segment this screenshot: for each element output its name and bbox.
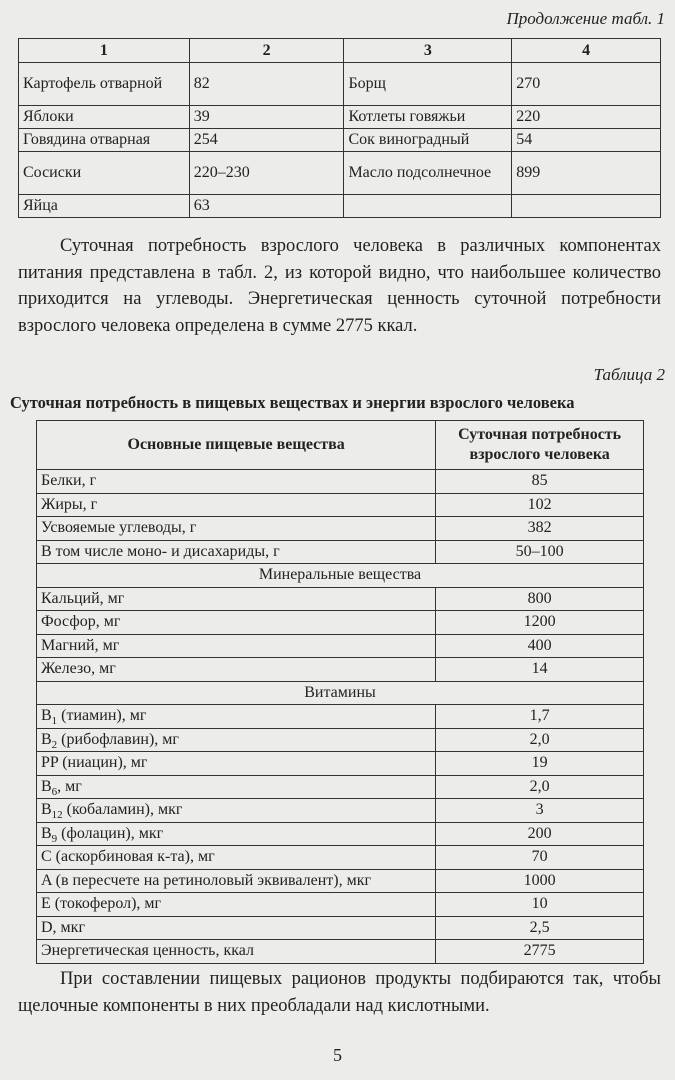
table-row: [37, 470, 644, 494]
page-number: 5: [333, 1045, 342, 1065]
product-cell: Говядина отварная: [19, 129, 190, 152]
section-heading: Витамины: [37, 681, 644, 705]
nutrient-value: 1,7: [436, 705, 644, 729]
table-row: [37, 775, 644, 799]
nutrient-value: 70: [436, 846, 644, 870]
column-header-substance: Основные пищевые вещества: [37, 421, 436, 470]
nutrient-name: $B_6$, мг: [37, 775, 436, 799]
nutrient-name: В том числе моно- и дисахариды, г: [37, 540, 436, 564]
table-title: Суточная потребность в пищевых веществах и энергии взрослого человека: [10, 393, 575, 412]
product-cell: Масло подсолнечное: [344, 152, 512, 195]
nutrient-value: 10: [436, 893, 644, 917]
value-cell: [512, 195, 661, 218]
nutrient-name: $B_9$ (фолацин), мкг: [37, 822, 436, 846]
table-2-nutrients: [36, 420, 644, 964]
column-header: 2: [189, 39, 344, 63]
value-cell: 63: [189, 195, 344, 218]
nutrient-name: Магний, мг: [37, 634, 436, 658]
value-cell: 39: [189, 106, 344, 129]
nutrient-name: Белки, г: [37, 470, 436, 494]
value-cell: 54: [512, 129, 661, 152]
product-cell: Яблоки: [19, 106, 190, 129]
body-paragraph: Суточная потребность взрослого человека в различных компонентах питания представлена в табл. 2, из которой видно, что наибольшее количество приходится на углеводы. Энергетическая ценность суточной потребности взрослого человека определена в сумме 2775 ккал.: [18, 236, 661, 336]
table-row: [37, 846, 644, 870]
column-header-need: Суточная потребность взрослого человека: [436, 421, 644, 470]
table-row: [19, 63, 661, 106]
nutrient-value: 200: [436, 822, 644, 846]
nutrient-value: 102: [436, 493, 644, 517]
product-cell: Картофель отварной: [19, 63, 190, 106]
nutrient-name: E (токоферол), мг: [37, 893, 436, 917]
nutrient-name: Усвояемые углеводы, г: [37, 517, 436, 541]
nutrient-name: D, мкг: [37, 916, 436, 940]
nutrient-name: Железо, мг: [37, 658, 436, 682]
nutrient-value: 400: [436, 634, 644, 658]
table-row: [37, 611, 644, 635]
table-row: [37, 634, 644, 658]
product-cell: Сосиски: [19, 152, 190, 195]
product-cell: Борщ: [344, 63, 512, 106]
product-cell: [344, 195, 512, 218]
value-cell: 82: [189, 63, 344, 106]
table-1-continuation: [18, 38, 661, 218]
table-row: [37, 893, 644, 917]
table-row: [37, 540, 644, 564]
nutrient-name: $B_{12}$ (кобаламин), мкг: [37, 799, 436, 823]
product-cell: Сок виноградный: [344, 129, 512, 152]
nutrient-value: 2,5: [436, 916, 644, 940]
nutrient-value: 85: [436, 470, 644, 494]
product-cell: Яйца: [19, 195, 190, 218]
table-row: [37, 517, 644, 541]
table-continuation-label: Продолжение табл. 1: [506, 9, 665, 28]
table-row: [37, 822, 644, 846]
nutrient-name: Фосфор, мг: [37, 611, 436, 635]
nutrient-name: $B_2$ (рибофлавин), мг: [37, 728, 436, 752]
nutrient-name: A (в пересчете на ретиноловый эквивалент), мкг: [37, 869, 436, 893]
table-row: [37, 728, 644, 752]
value-cell: 220–230: [189, 152, 344, 195]
table-number-label: Таблица 2: [593, 365, 665, 384]
value-cell: 899: [512, 152, 661, 195]
table-row: [37, 940, 644, 964]
table-row: [37, 493, 644, 517]
table-row: [37, 752, 644, 776]
table-row: [19, 195, 661, 218]
table-row: [37, 869, 644, 893]
nutrient-name: Жиры, г: [37, 493, 436, 517]
section-heading: Минеральные вещества: [37, 564, 644, 588]
nutrient-value: 50–100: [436, 540, 644, 564]
column-header: 4: [512, 39, 661, 63]
nutrient-name: Кальций, мг: [37, 587, 436, 611]
section-row-minerals: [37, 564, 644, 588]
value-cell: 270: [512, 63, 661, 106]
nutrient-value: 2,0: [436, 728, 644, 752]
body-paragraph: При составлении пищевых рационов продукты подбираются так, чтобы щелочные компоненты в них преобладали над кислотными.: [18, 969, 661, 1016]
table-row: [19, 106, 661, 129]
nutrient-name: Энергетическая ценность, ккал: [37, 940, 436, 964]
product-cell: Котлеты говяжьи: [344, 106, 512, 129]
nutrient-value: 2,0: [436, 775, 644, 799]
nutrient-value: 3: [436, 799, 644, 823]
table-row: [37, 705, 644, 729]
nutrient-value: 19: [436, 752, 644, 776]
column-header: 3: [344, 39, 512, 63]
table-row: [37, 587, 644, 611]
nutrient-value: 2775: [436, 940, 644, 964]
nutrient-value: 1000: [436, 869, 644, 893]
table-header-row: [37, 421, 644, 470]
nutrient-name: PP (ниацин), мг: [37, 752, 436, 776]
value-cell: 254: [189, 129, 344, 152]
nutrient-name: $B_1$ (тиамин), мг: [37, 705, 436, 729]
table-header-row: [19, 39, 661, 63]
column-header: 1: [19, 39, 190, 63]
table-row: [37, 916, 644, 940]
table-row: [19, 152, 661, 195]
section-row-vitamins: [37, 681, 644, 705]
nutrient-value: 382: [436, 517, 644, 541]
nutrient-value: 14: [436, 658, 644, 682]
nutrient-value: 800: [436, 587, 644, 611]
value-cell: 220: [512, 106, 661, 129]
table-row: [19, 129, 661, 152]
nutrient-value: 1200: [436, 611, 644, 635]
table-row: [37, 658, 644, 682]
table-row: [37, 799, 644, 823]
nutrient-name: C (аскорбиновая к-та), мг: [37, 846, 436, 870]
